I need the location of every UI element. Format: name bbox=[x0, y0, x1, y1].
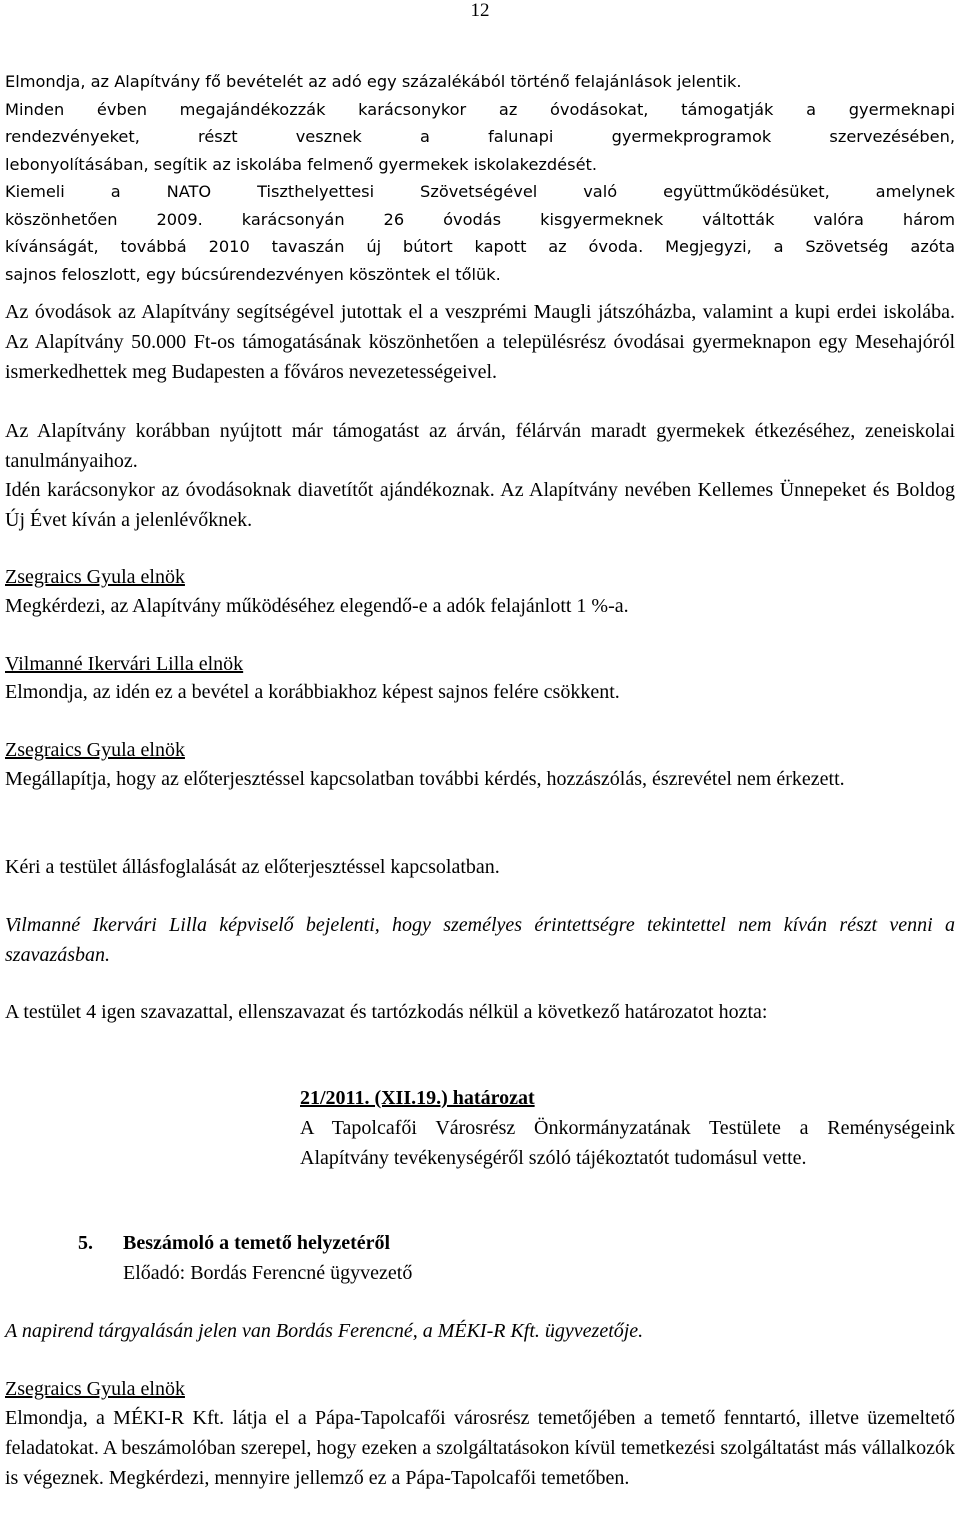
intro-line: köszönhetően 2009. karácsonyán 26 óvodás kisgyermeknek váltották valóra három bbox=[5, 209, 955, 229]
speaker-name: Zsegraics Gyula elnök bbox=[5, 566, 185, 588]
agenda-item bbox=[78, 1228, 955, 1288]
speaker-name: Vilmanné Ikervári Lilla elnök bbox=[5, 653, 244, 675]
agenda-presenter: Előadó: Bordás Ferencné ügyvezető bbox=[123, 1262, 413, 1284]
speaker-text: Elmondja, az idén ez a bevétel a korábbiakhoz képest sajnos felére csökkent. bbox=[5, 681, 620, 703]
speaker-name: Zsegraics Gyula elnök bbox=[5, 739, 185, 761]
intro-line: Minden évben megajándékozzák karácsonykor az óvodásokat, támogatják a gyermeknapi bbox=[5, 99, 955, 119]
intro-line: sajnos feloszlott, egy búcsúrendezvényen köszöntek el tőlük. bbox=[5, 264, 501, 284]
intro-line: lebonyolításában, segítik az iskolába felmenő gyermekek iskolakezdését. bbox=[5, 154, 598, 174]
speaker-text: Elmondja, a MÉKI-R Kft. látja el a Pápa-Tapolcafői városrész temetőjében a temető fenntartó, illetve üzemeltető feladatokat. A beszámolóban szerepel, hogy ezeken a szolgáltatásokon kívül temetkezési szolgáltatást más vállalkozók is végeznek. Megkérdezi, mennyire jellemző ez a Pápa-Tapolcafői temetőben. bbox=[5, 1407, 955, 1489]
resolution-text: A Tapolcafői Városrész Önkormányzatának Testülete a Reménységeink Alapítvány tevékenységéről szóló tájékoztatót tudomásul vette. bbox=[300, 1117, 955, 1169]
intro-line: Kiemeli a NATO Tiszthelyettesi Szövetségével való együttműködésüket, amelynek bbox=[5, 182, 955, 201]
intro-line: Elmondja, az Alapítvány fő bevételét az adó egy százalékából történő felajánlások jelentik. bbox=[5, 72, 742, 91]
agenda-number: 5. bbox=[78, 1232, 93, 1254]
italic-attendance: A napirend tárgyalásán jelen van Bordás Ferencné, a MÉKI-R Kft. ügyvezetője. bbox=[5, 1320, 644, 1342]
resolution-title: 21/2011. (XII.19.) határozat bbox=[300, 1087, 535, 1109]
agenda-heading bbox=[78, 1228, 955, 1258]
intro-line: rendezvényeket, részt vesznek a falunapi gyermekprogramok szervezésében, bbox=[5, 127, 955, 146]
vote-text: A testület 4 igen szavazattal, ellenszavazat és tartózkodás nélkül a következő határozatot hozta: bbox=[5, 1001, 768, 1023]
speaker-name: Zsegraics Gyula elnök bbox=[5, 1378, 185, 1400]
ovodasok-paragraph: Az óvodások az Alapítvány segítségével jutottak el a veszprémi Maugli játszóházba, valamint a kupi erdei iskolába. Az Alapítvány 50.000 Ft-os támogatásának köszönhetően a településrész óvodásai gyermeknapon egy Mesehajóról ismerkedhettek meg Budapesten a főváros nevezetességeivel. bbox=[5, 301, 955, 383]
speaker-text: Megkérdezi, az Alapítvány működéséhez elegendő-e a adók felajánlott 1 %-a. bbox=[5, 595, 629, 617]
intro-paragraph bbox=[5, 68, 955, 288]
page-number: 12 bbox=[470, 0, 490, 21]
arvan-paragraph: Az Alapítvány korábban nyújtott már támogatást az árván, félárván maradt gyermekek étkezéséhez, zeneiskolai tanulmányaihoz. bbox=[5, 420, 955, 472]
resolution-block bbox=[300, 1083, 955, 1173]
intro-line: kívánságát, továbbá 2010 tavaszán új bútort kapott az óvoda. Megjegyzi, a Szövetség azóta bbox=[5, 237, 955, 256]
agenda-title: Beszámoló a temető helyzetéről bbox=[123, 1232, 391, 1254]
karacsony-paragraph: Idén karácsonykor az óvodásoknak diavetítőt ajándékoznak. Az Alapítvány nevében Kellemes Ünnepeket és Boldog Új Évet kíván a jelenlévőknek. bbox=[5, 479, 955, 531]
speaker-text: Megállapítja, hogy az előterjesztéssel kapcsolatban további kérdés, hozzászólás, észrevétel nem érkezett. bbox=[5, 768, 845, 790]
italic-notice: Vilmanné Ikervári Lilla képviselő bejelenti, hogy személyes érintettségre tekintettel nem kíván részt venni a szavazásban. bbox=[5, 914, 955, 966]
request-text: Kéri a testület állásfoglalását az előterjesztéssel kapcsolatban. bbox=[5, 856, 500, 878]
